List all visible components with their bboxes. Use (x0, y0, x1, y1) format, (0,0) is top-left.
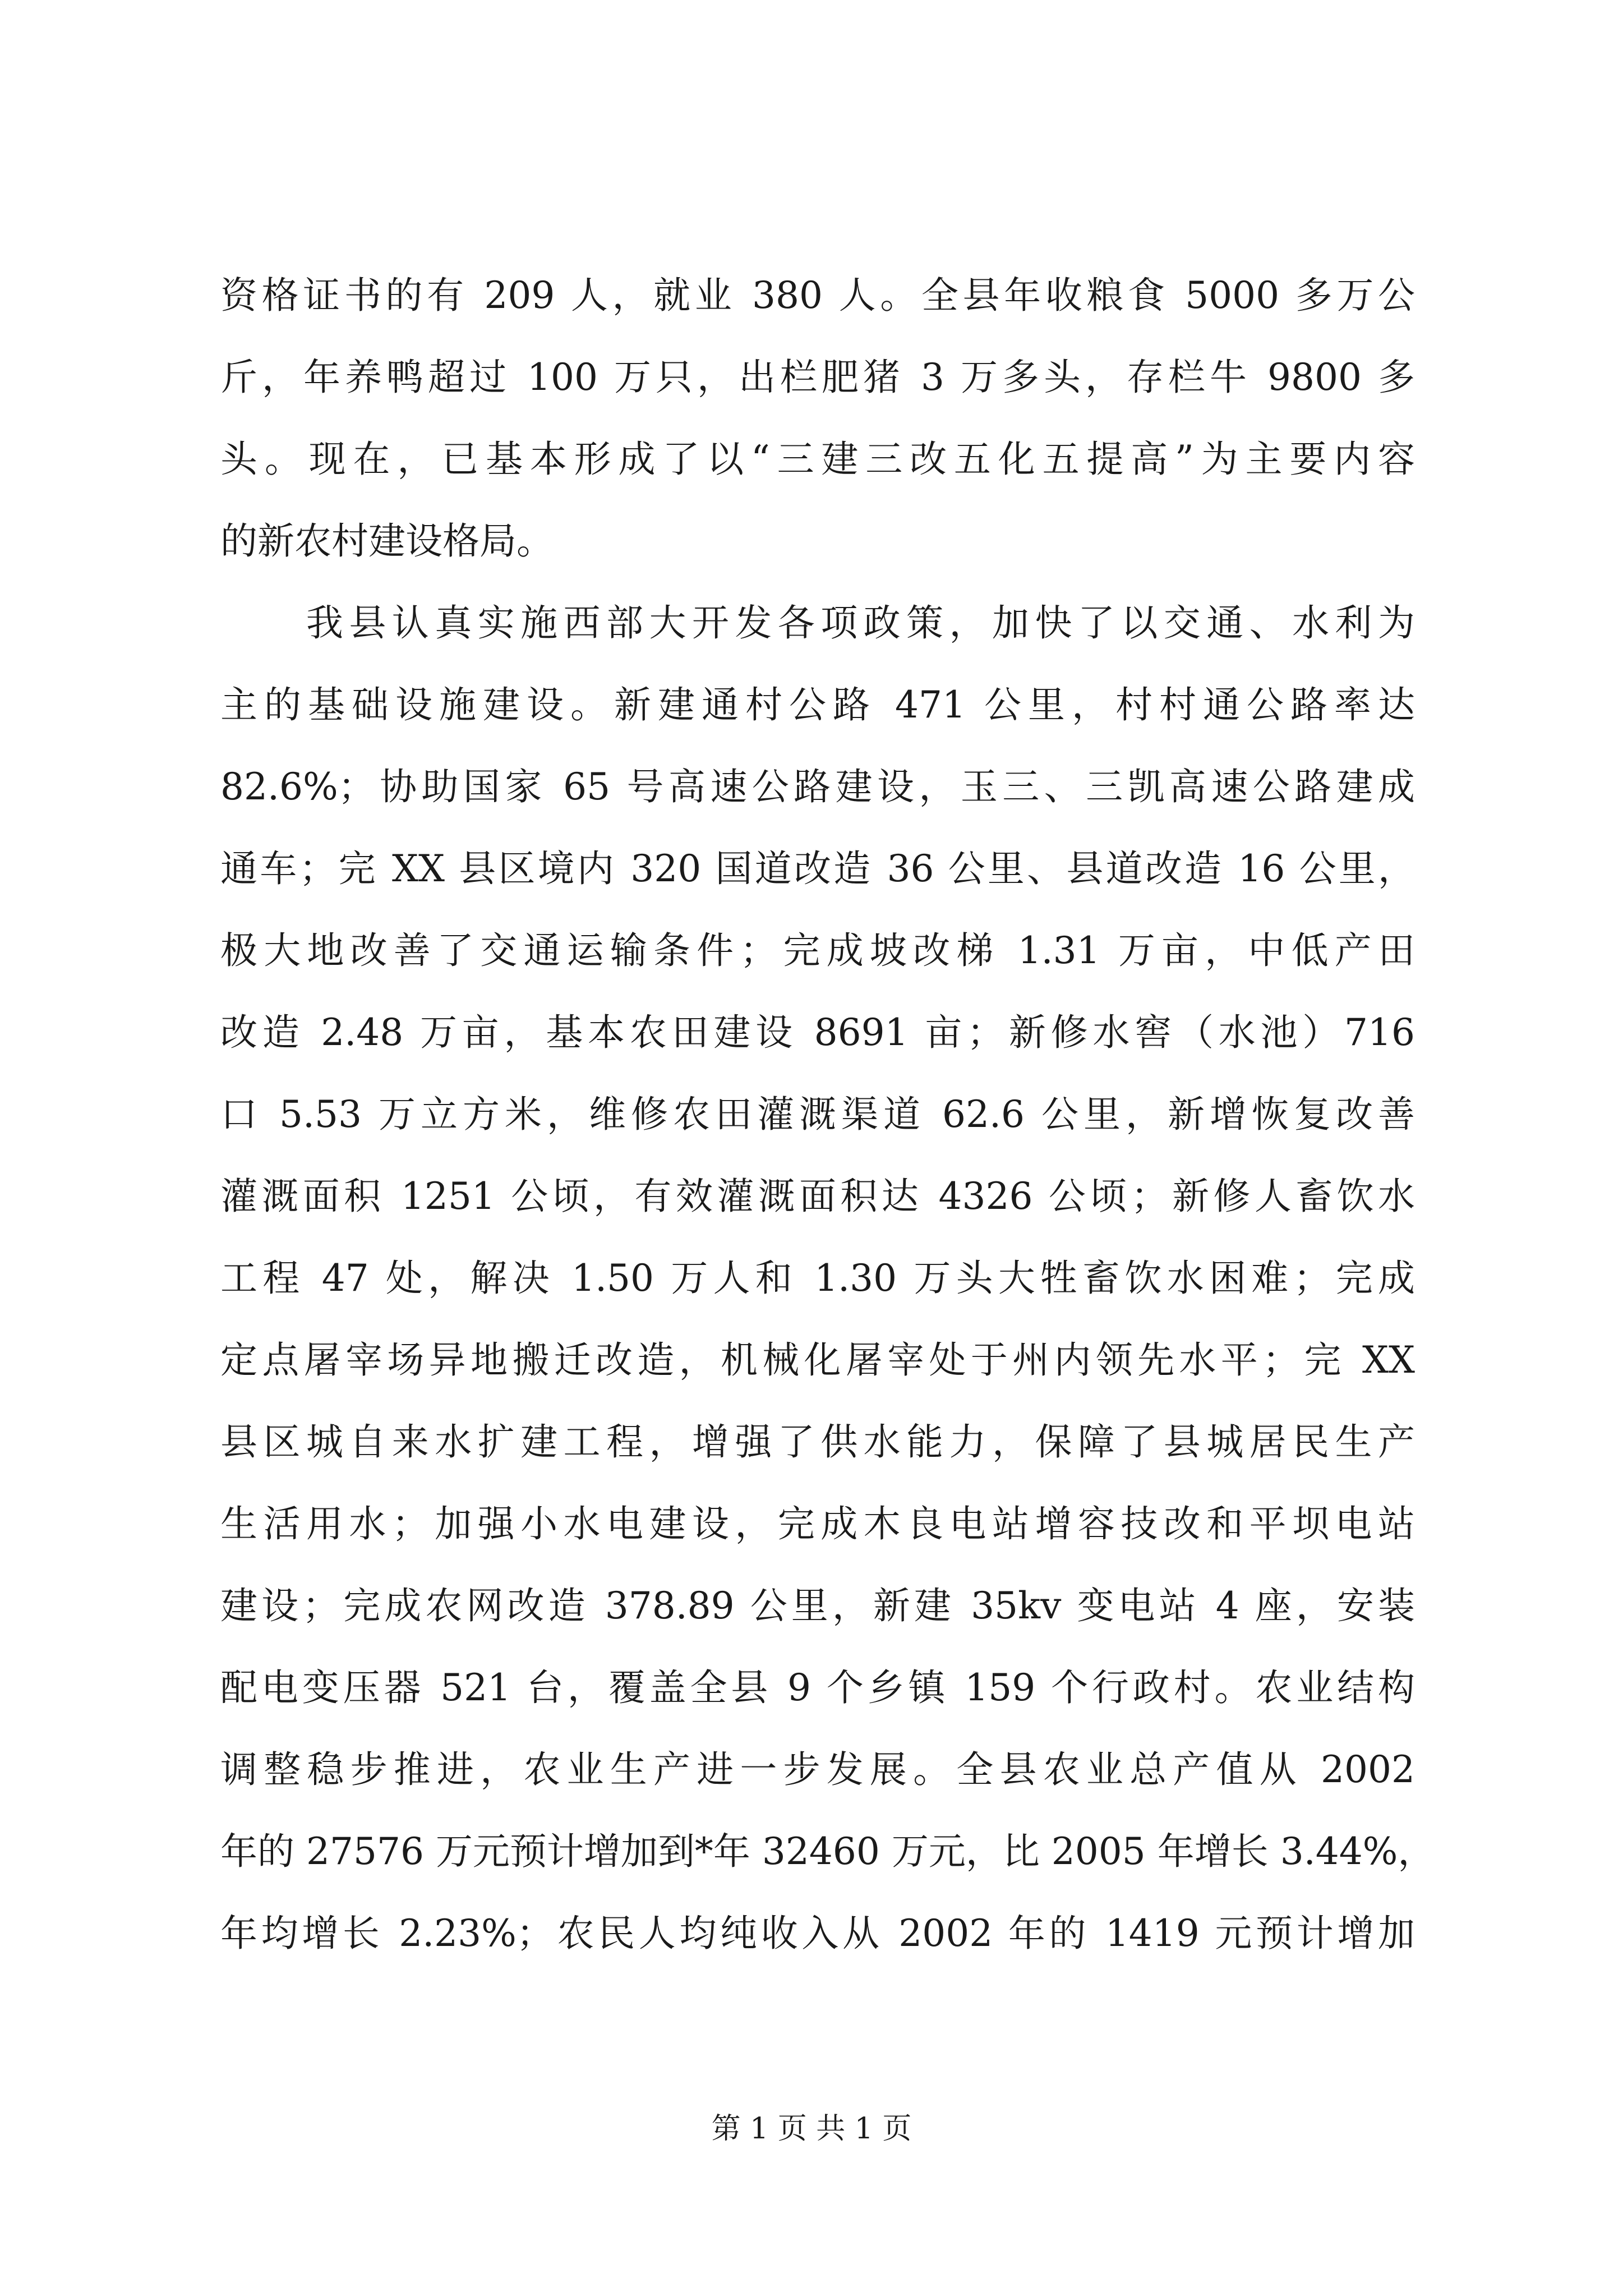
text-line: 年均增长 2.23%；农民人均纯收入从 2002 年的 1419 元预计增加 (220, 1912, 1415, 1955)
text-line: 生活用水；加强小水电建设，完成木良电站增容技改和平坝电站 (220, 1502, 1415, 1545)
text-line: 工程 47 处，解决 1.50 万人和 1.30 万头大牲畜饮水困难；完成 (220, 1257, 1415, 1300)
page-footer (0, 2109, 1623, 2148)
text-line: 的新农村建设格局。 (220, 519, 554, 563)
text-line: 改造 2.48 万亩，基本农田建设 8691 亩；新修水窖（水池）716 (220, 1011, 1415, 1054)
text-line: 82.6%；协助国家 65 号高速公路建设，玉三、三凯高速公路建成 (220, 765, 1415, 808)
document-body (220, 255, 1435, 1975)
text-line: 定点屠宰场异地搬迁改造，机械化屠宰处于州内领先水平；完 XX (220, 1338, 1415, 1382)
text-line: 调整稳步推进，农业生产进一步发展。全县农业总产值从 2002 (220, 1748, 1415, 1791)
text-line: 建设；完成农网改造 378.89 公里，新建 35kv 变电站 4 座，安装 (220, 1584, 1415, 1627)
text-line: 我县认真实施西部大开发各项政策，加快了以交通、水利为 (220, 601, 1415, 645)
text-line: 斤，年养鸭超过 100 万只，出栏肥猪 3 万多头，存栏牛 9800 多 (220, 356, 1415, 399)
text-line: 配电变压器 521 台，覆盖全县 9 个乡镇 159 个行政村。农业结构 (220, 1666, 1415, 1709)
paragraph-2 (220, 582, 1435, 1975)
text-line: 县区城自来水扩建工程，增强了供水能力，保障了县城居民生产 (220, 1420, 1415, 1464)
text-line: 口 5.53 万立方米，维修农田灌溉渠道 62.6 公里，新增恢复改善 (220, 1093, 1415, 1136)
text-line: 通车；完 XX 县区境内 320 国道改造 36 公里、县道改造 16 公里， (220, 847, 1415, 890)
text-line: 资格证书的有 209 人，就业 380 人。全县年收粮食 5000 多万公 (220, 274, 1415, 317)
text-line: 头。现在，已基本形成了以“三建三改五化五提高”为主要内容 (220, 438, 1415, 481)
text-line: 主的基础设施建设。新建通村公路 471 公里，村村通公路率达 (220, 683, 1415, 726)
text-line: 极大地改善了交通运输条件；完成坡改梯 1.31 万亩，中低产田 (220, 929, 1415, 972)
text-line: 灌溉面积 1251 公顷，有效灌溉面积达 4326 公顷；新修人畜饮水 (220, 1175, 1415, 1218)
text-line: 年的 27576 万元预计增加到*年 32460 万元，比 2005 年增长 3.44%， (220, 1830, 1435, 1873)
paragraph-1 (220, 255, 1415, 582)
page-number: 第 1 页 共 1 页 (711, 2112, 912, 2146)
